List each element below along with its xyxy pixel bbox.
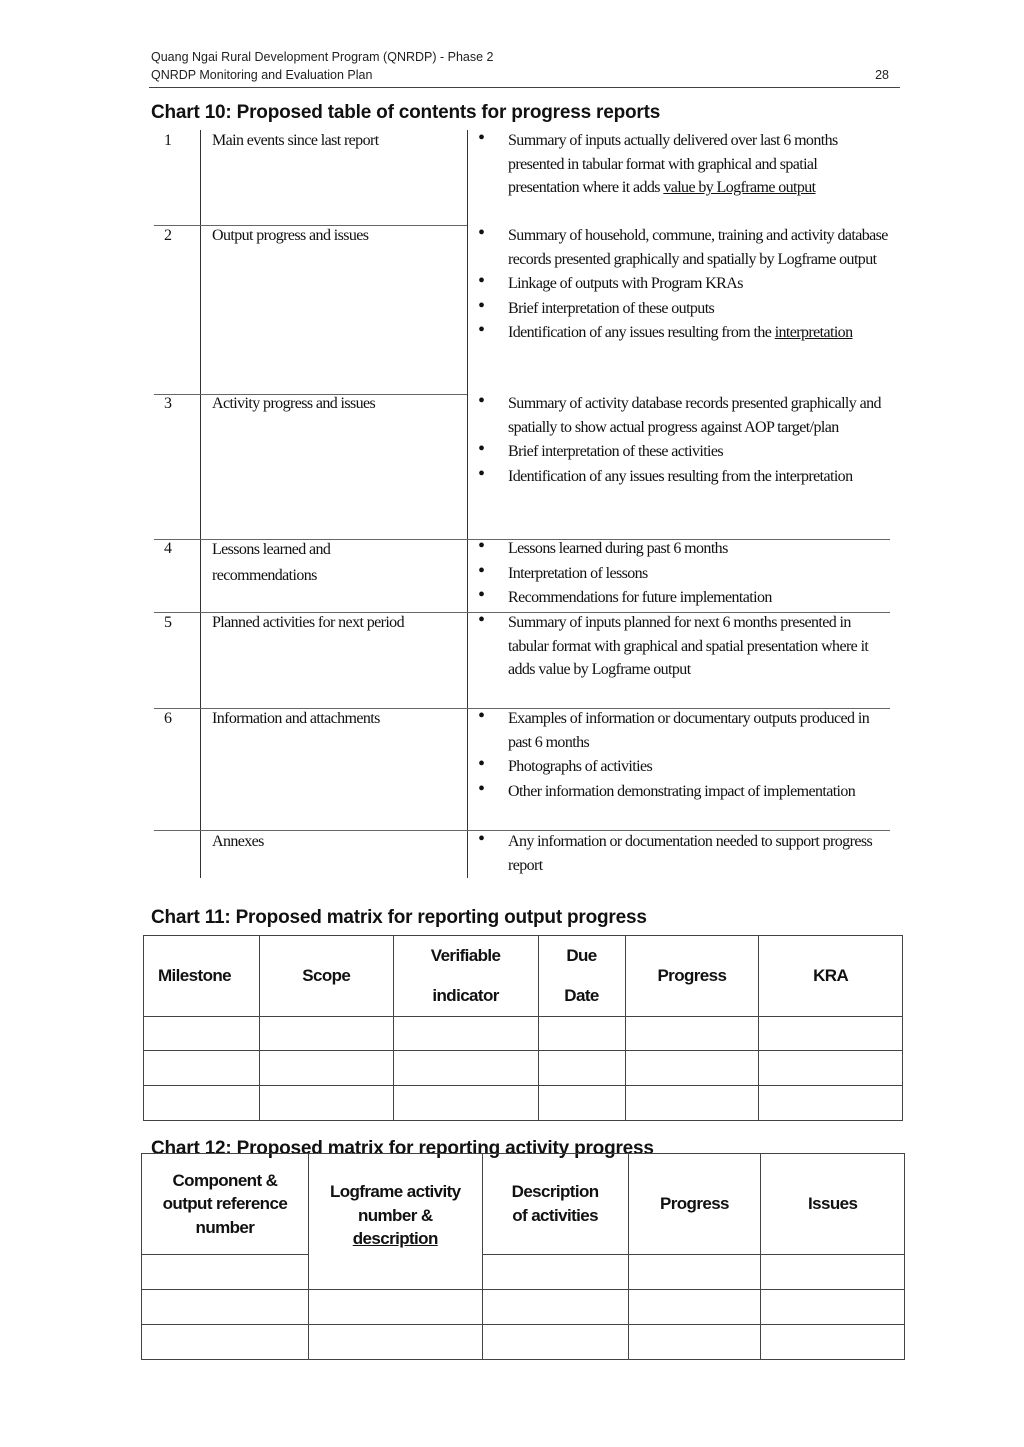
- table-cell[interactable]: [142, 1290, 309, 1325]
- table-cell[interactable]: [144, 1017, 260, 1051]
- table-cell[interactable]: [259, 1017, 393, 1051]
- bullet-text: Summary of inputs actually delivered over last 6 months presented in tabular format with graphical and spatial presentation where it adds: [508, 132, 838, 196]
- table-cell[interactable]: [144, 1051, 260, 1086]
- table-row: [142, 1255, 905, 1290]
- column-header: [308, 1154, 482, 1290]
- table-cell[interactable]: [538, 1086, 625, 1121]
- toc-row-topic: Planned activities for next period: [212, 614, 404, 631]
- column-header-text: Due Date: [564, 946, 599, 1005]
- toc-row-bullets: [470, 830, 890, 878]
- toc-divider-left: [200, 130, 201, 878]
- list-item: • Examples of information or documentary outputs produced in past 6 months: [470, 707, 890, 754]
- page-number: 28: [875, 68, 889, 82]
- chart12-table: [141, 1153, 905, 1360]
- column-header: [393, 936, 538, 1017]
- chart11-table: [143, 935, 903, 1121]
- chart10-title: Chart 10: Proposed table of contents for progress reports: [151, 102, 661, 123]
- toc-row-number: 1: [164, 132, 172, 149]
- toc-row-bullets: [470, 537, 890, 611]
- table-cell[interactable]: [759, 1051, 903, 1086]
- column-header-text: description: [352, 1229, 438, 1248]
- column-header-text: Description of activities: [511, 1182, 599, 1225]
- table-row: [142, 1290, 905, 1325]
- toc-row-number: 2: [164, 227, 172, 244]
- table-cell[interactable]: [308, 1325, 482, 1360]
- table-cell[interactable]: [393, 1051, 538, 1086]
- table-cell[interactable]: [625, 1051, 759, 1086]
- table-cell[interactable]: [142, 1325, 309, 1360]
- toc-row-topic: Main events since last report: [212, 132, 379, 149]
- table-cell[interactable]: [538, 1051, 625, 1086]
- list-item: [470, 129, 890, 200]
- table-cell[interactable]: [761, 1255, 905, 1290]
- list-item: • Summary of household, commune, training and activity database records presented graphically and spatially by Logframe output: [470, 224, 890, 271]
- toc-row-bullets: [470, 392, 890, 489]
- list-item: • Other information demonstrating impact of implementation: [470, 780, 890, 804]
- table-header-row: [144, 936, 903, 1017]
- list-item: • Recommendations for future implementation: [470, 586, 890, 610]
- toc-row-number: 4: [164, 540, 172, 557]
- table-cell[interactable]: [259, 1051, 393, 1086]
- column-header: [142, 1154, 309, 1255]
- toc-row-topic: Lessons learned and recommendations: [212, 541, 331, 584]
- toc-row-topic: Annexes: [212, 833, 264, 850]
- chart12-title: Chart 12: Proposed matrix for reporting activity progress: [151, 1138, 654, 1159]
- table-row: [144, 1051, 903, 1086]
- list-item: • Linkage of outputs with Program KRAs: [470, 272, 890, 296]
- toc-divider-right: [467, 130, 468, 878]
- table-cell[interactable]: [393, 1017, 538, 1051]
- list-item: • Brief interpretation of these outputs: [470, 297, 890, 321]
- column-header: [538, 936, 625, 1017]
- column-header: Scope: [259, 936, 393, 1017]
- table-cell[interactable]: [625, 1017, 759, 1051]
- column-header: [482, 1154, 628, 1255]
- column-header: Milestone: [144, 936, 260, 1017]
- table-cell[interactable]: [142, 1255, 309, 1290]
- toc-row-topic: Activity progress and issues: [212, 395, 376, 412]
- table-cell[interactable]: [759, 1086, 903, 1121]
- bullet-text: value by Logframe output: [663, 179, 816, 196]
- column-header: Progress: [625, 936, 759, 1017]
- table-cell[interactable]: [628, 1255, 761, 1290]
- table-cell[interactable]: [761, 1290, 905, 1325]
- column-header: KRA: [759, 936, 903, 1017]
- toc-row-number: 5: [164, 614, 172, 631]
- table-row: [144, 1086, 903, 1121]
- table-cell[interactable]: [759, 1017, 903, 1051]
- toc-row-bullets: [470, 224, 890, 346]
- column-header-text: Verifiable indicator: [430, 946, 501, 1005]
- toc-row-number: 3: [164, 395, 172, 412]
- table-cell[interactable]: [538, 1017, 625, 1051]
- table-row: [144, 1017, 903, 1051]
- table-cell[interactable]: [144, 1086, 260, 1121]
- list-item: • Photographs of activities: [470, 755, 890, 779]
- table-cell[interactable]: [259, 1086, 393, 1121]
- table-cell[interactable]: [308, 1290, 482, 1325]
- column-header-text: Logframe activity number &: [329, 1182, 461, 1225]
- chart11-title: Chart 11: Proposed matrix for reporting output progress: [151, 907, 647, 928]
- header-rule: [149, 87, 900, 88]
- table-cell[interactable]: [628, 1325, 761, 1360]
- table-row: [142, 1325, 905, 1360]
- list-item: [470, 321, 890, 345]
- table-cell[interactable]: [482, 1290, 628, 1325]
- toc-row-bullets: [470, 129, 890, 201]
- page-header: [151, 48, 899, 84]
- list-item: • Summary of inputs planned for next 6 months presented in tabular format with graphical and spatial presentation where it adds value by Logframe output: [470, 611, 890, 682]
- table-cell[interactable]: [482, 1325, 628, 1360]
- list-item: • Interpretation of lessons: [470, 562, 890, 586]
- toc-row-topic: Information and attachments: [212, 710, 380, 727]
- list-item: • Identification of any issues resulting from the interpretation: [470, 465, 890, 489]
- list-item: • Brief interpretation of these activities: [470, 440, 890, 464]
- toc-row-bullets: [470, 707, 890, 804]
- table-cell[interactable]: [628, 1290, 761, 1325]
- bullet-text: interpretation: [774, 324, 853, 341]
- toc-row-topic: Output progress and issues: [212, 227, 369, 244]
- column-header: Progress: [628, 1154, 761, 1255]
- toc-row-bullets: [470, 611, 890, 683]
- bullet-text: Identification of any issues resulting from the: [508, 324, 775, 341]
- column-header-text: Component & output reference number: [162, 1170, 288, 1237]
- header-program-title: Quang Ngai Rural Development Program (QNRDP) - Phase 2: [151, 50, 494, 64]
- table-header-row: [142, 1154, 905, 1255]
- column-header: Issues: [761, 1154, 905, 1255]
- toc-row-number: 6: [164, 710, 172, 727]
- list-item: • Summary of activity database records presented graphically and spatially to show actual progress against AOP target/plan: [470, 392, 890, 439]
- table-cell[interactable]: [393, 1086, 538, 1121]
- list-item: • Lessons learned during past 6 months: [470, 537, 890, 561]
- table-cell[interactable]: [625, 1086, 759, 1121]
- table-cell[interactable]: [482, 1255, 628, 1290]
- list-item: • Any information or documentation needed to support progress report: [470, 830, 890, 877]
- header-document-title: QNRDP Monitoring and Evaluation Plan: [151, 68, 373, 82]
- table-cell[interactable]: [761, 1325, 905, 1360]
